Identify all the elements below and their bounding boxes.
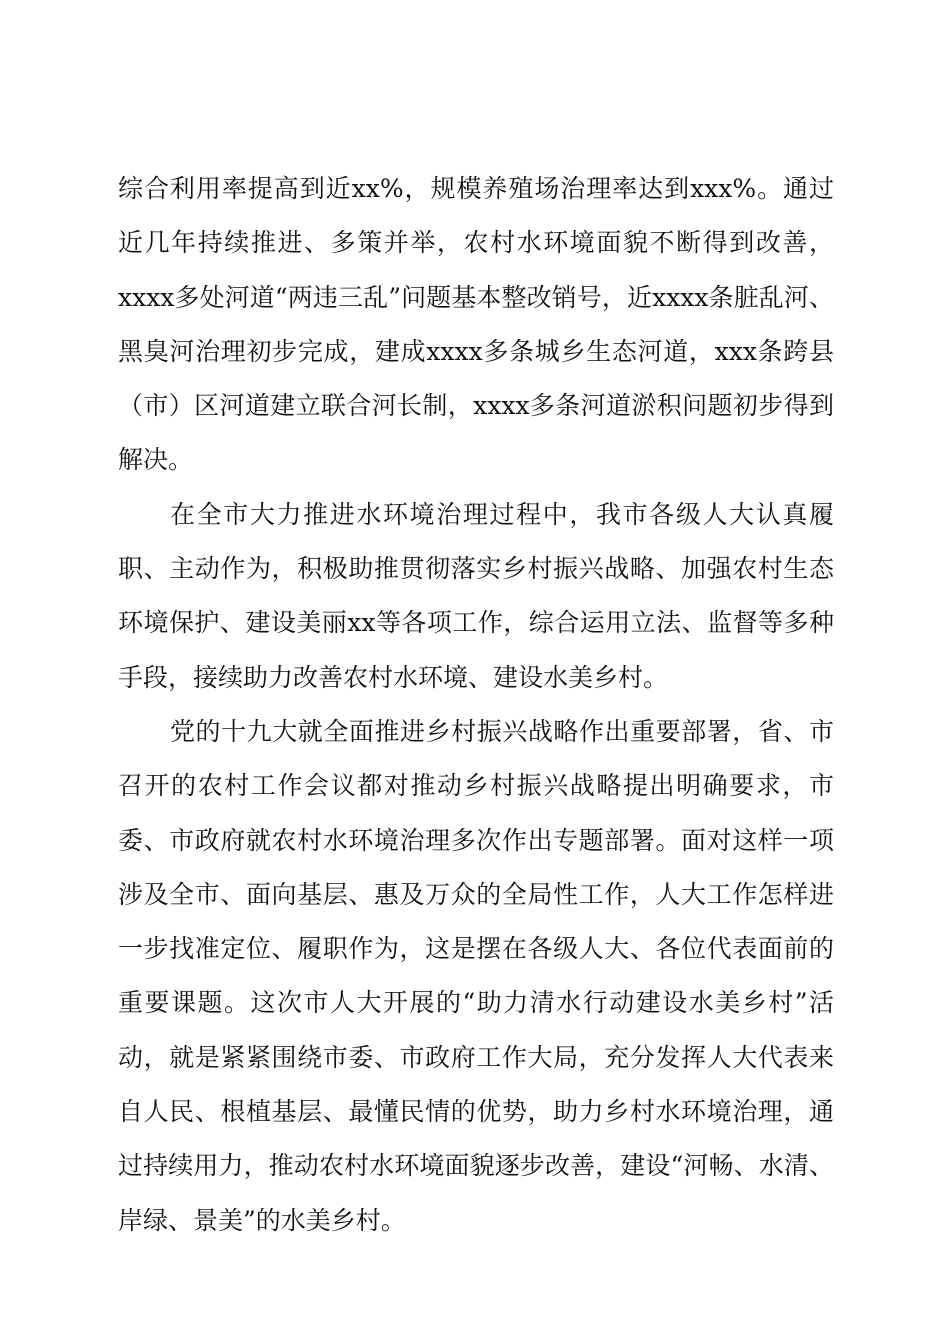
- paragraph-1: 综合利用率提高到近xx%，规模养殖场治理率达到xxx%。通过近几年持续推进、多策并举，农村水环境面貌不断得到改善，xxxx多处河道“两违三乱”问题基本整改销号，近xxxx条脏乱河、黑臭河治理初步完成，建成xxxx多条城乡生态河道，xxx条跨县（市）区河道建立联合河长制，xxxx多条河道淤积问题初步得到解决。: [118, 174, 834, 475]
- document-body: [118, 162, 834, 1248]
- paragraph-3: 党的十九大就全面推进乡村振兴战略作出重要部署，省、市召开的农村工作会议都对推动乡村振兴战略提出明确要求，市委、市政府就农村水环境治理多次作出专题部署。面对这样一项涉及全市、面向基层、惠及万众的全局性工作，人大工作怎样进一步找准定位、履职作为，这是摆在各级人大、各位代表面前的重要课题。这次市人大开展的“助力清水行动建设水美乡村”活动，就是紧紧围绕市委、市政府工作大局，充分发挥人大代表来自人民、根植基层、最懂民情的优势，助力乡村水环境治理，通过持续用力，推动农村水环境面貌逐步改善，建设“河畅、水清、岸绿、景美”的水美乡村。: [118, 716, 834, 1235]
- paragraph-2: 在全市大力推进水环境治理过程中，我市各级人大认真履职、主动作为，积极助推贯彻落实乡村振兴战略、加强农村生态环境保护、建设美丽xx等各项工作，综合运用立法、监督等多种手段，接续助力改善农村水环境、建设水美乡村。: [118, 499, 834, 692]
